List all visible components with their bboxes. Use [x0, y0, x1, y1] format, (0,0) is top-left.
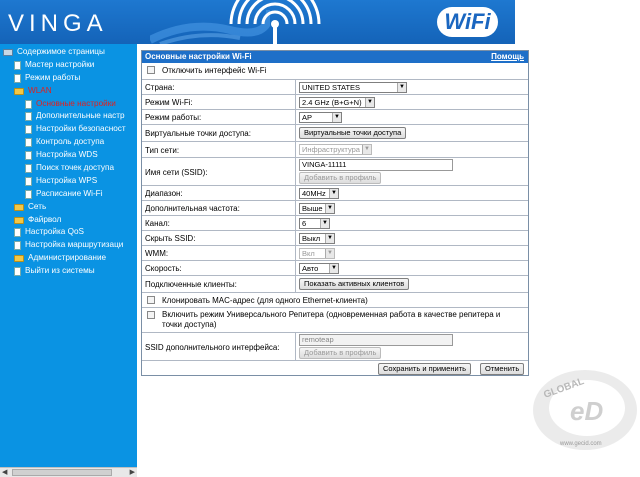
- chevron-down-icon: ▼: [320, 219, 329, 228]
- speed-label: Скорость:: [145, 264, 182, 273]
- page-icon: [25, 151, 32, 160]
- sidebar-item-1[interactable]: [0, 59, 137, 72]
- chevron-down-icon: ▼: [365, 98, 374, 107]
- sidebar-scrollbar[interactable]: [0, 467, 137, 477]
- work-mode-select[interactable]: AP ▼: [299, 112, 342, 123]
- sidebar-item-label: Содержимое страницы: [17, 47, 105, 56]
- panel-title: Основные настройки Wi-Fi: [145, 52, 252, 61]
- show-clients-button[interactable]: Показать активных клиентов: [299, 278, 409, 290]
- row-net-type: [142, 141, 528, 157]
- save-apply-button[interactable]: Сохранить и применить: [378, 363, 471, 375]
- sidebar-item-6[interactable]: [0, 123, 137, 136]
- hide-ssid-label: Скрыть SSID:: [145, 234, 196, 243]
- page-icon: [25, 190, 32, 199]
- sidebar-item-label: Поиск точек доступа: [36, 163, 115, 173]
- help-link[interactable]: Помощь: [491, 52, 524, 61]
- page-icon: [14, 74, 21, 83]
- tree-root-icon: [3, 49, 13, 56]
- row-country: [142, 79, 528, 94]
- row-ext-freq: [142, 200, 528, 215]
- sidebar-item-label: Контроль доступа: [36, 137, 105, 147]
- hide-ssid-select[interactable]: Выкл ▼: [299, 233, 335, 244]
- chevron-down-icon: ▼: [362, 145, 371, 154]
- watermark-url-text: www.gecid.com: [560, 441, 602, 447]
- scrollbar-thumb[interactable]: [12, 469, 112, 476]
- chevron-down-icon: ▼: [329, 264, 338, 273]
- clone-mac-checkbox[interactable]: [147, 296, 155, 304]
- band-select[interactable]: 40MHz ▼: [299, 188, 339, 199]
- scroll-right-icon[interactable]: ▶: [129, 469, 135, 476]
- header-banner: [0, 0, 515, 44]
- sidebar-item-label: Администрирование: [28, 253, 107, 263]
- sidebar-item-label: Дополнительные настр: [36, 111, 125, 121]
- sidebar-item-13[interactable]: [0, 214, 137, 227]
- country-label: Страна:: [145, 83, 175, 92]
- chevron-down-icon: ▼: [397, 83, 406, 92]
- wifi-logo: WiFi: [437, 7, 498, 37]
- row-actions: [142, 360, 528, 376]
- row-clone-mac: [142, 292, 528, 307]
- row-wmm: [142, 245, 528, 260]
- wmm-label: WMM:: [145, 249, 169, 258]
- sidebar-item-label: Основные настройки: [36, 98, 116, 108]
- sidebar-item-label: Выйти из системы: [25, 266, 95, 276]
- page-icon: [14, 267, 21, 276]
- page-icon: [25, 177, 32, 186]
- sidebar-item-label: WLAN: [28, 85, 52, 95]
- speed-select[interactable]: Авто ▼: [299, 263, 339, 274]
- folder-icon: [14, 217, 24, 224]
- chevron-down-icon: ▼: [332, 113, 341, 122]
- row-repeater: [142, 307, 528, 332]
- net-type-label: Тип сети:: [145, 146, 180, 155]
- wifi-mode-label: Режим Wi-Fi:: [145, 98, 193, 107]
- add-profile-button-2[interactable]: Добавить в профиль: [299, 347, 381, 359]
- watermark-global-text: GLOBAL: [542, 376, 586, 401]
- row-speed: [142, 260, 528, 275]
- header-right-blank: [515, 0, 640, 44]
- clone-mac-label: Клонировать MAC-адрес (для одного Ethernet-клиента): [162, 296, 368, 305]
- row-clients: [142, 275, 528, 292]
- sidebar-item-14[interactable]: [0, 226, 137, 239]
- net-type-select[interactable]: Инфраструктура ▼: [299, 144, 372, 155]
- wmm-select[interactable]: Вкл ▼: [299, 248, 335, 259]
- work-mode-label: Режим работы:: [145, 113, 202, 122]
- disable-wifi-checkbox[interactable]: [147, 66, 155, 74]
- page-icon: [25, 112, 32, 121]
- wifi-mode-select[interactable]: 2.4 GHz (B+G+N) ▼: [299, 97, 375, 108]
- sidebar-item-label: Настройка WPS: [36, 175, 98, 185]
- page-icon: [14, 241, 21, 250]
- row-wifi-mode: [142, 94, 528, 109]
- page-icon: [25, 100, 32, 109]
- folder-icon: [14, 88, 24, 95]
- repeater-checkbox[interactable]: [147, 311, 155, 319]
- sidebar-item-11[interactable]: [0, 188, 137, 201]
- page-icon: [25, 138, 32, 147]
- virtual-ap-button[interactable]: Виртуальные точки доступа: [299, 127, 406, 139]
- folder-icon: [14, 204, 24, 211]
- svg-text:eD: eD: [570, 396, 604, 426]
- row-disable-wifi: [142, 63, 528, 78]
- sidebar-item-15[interactable]: [0, 239, 137, 252]
- channel-select[interactable]: 6 ▼: [299, 218, 330, 229]
- repeater-label: Включить режим Универсального Репитера (одновременная работа в качестве репитера и точки доступа): [162, 310, 501, 329]
- page-icon: [25, 164, 32, 173]
- row-channel: [142, 215, 528, 230]
- sidebar-item-label: Настройка маршрутизаци: [25, 240, 124, 250]
- chevron-down-icon: ▼: [325, 204, 334, 213]
- disable-wifi-label: Отключить интерфейс Wi-Fi: [162, 66, 267, 75]
- sidebar-item-0[interactable]: [0, 46, 137, 59]
- ext-freq-select[interactable]: Выше ▼: [299, 203, 335, 214]
- chevron-down-icon: ▼: [329, 189, 338, 198]
- sidebar-item-label: Режим работы: [25, 72, 81, 82]
- sidebar-item-label: Мастер настройки: [25, 59, 95, 69]
- folder-icon: [14, 255, 24, 262]
- sidebar-item-5[interactable]: [0, 110, 137, 123]
- sidebar-item-16[interactable]: [0, 252, 137, 265]
- sidebar-item-12[interactable]: [0, 201, 137, 214]
- vinga-logo: VINGA: [8, 10, 108, 37]
- wireless-waves-icon: [215, 0, 335, 44]
- row-band: [142, 185, 528, 200]
- sidebar-item-17[interactable]: [0, 265, 137, 278]
- panel-header: [142, 51, 528, 63]
- sidebar-nav: [0, 44, 137, 477]
- country-select[interactable]: UNITED STATES ▼: [299, 82, 407, 93]
- gecid-watermark: [515, 360, 640, 460]
- sidebar-item-label: Сеть: [28, 201, 47, 211]
- row-ext-ssid: [142, 332, 528, 360]
- sidebar-item-label: Расписание Wi-Fi: [36, 188, 103, 198]
- sidebar-item-7[interactable]: [0, 136, 137, 149]
- row-work-mode: [142, 109, 528, 124]
- clients-label: Подключенные клиенты:: [145, 280, 237, 289]
- chevron-down-icon: ▼: [325, 234, 334, 243]
- virtual-ap-label: Виртуальные точки доступа:: [145, 129, 251, 138]
- ext-freq-label: Дополнительная частота:: [145, 204, 240, 213]
- page-icon: [14, 61, 21, 70]
- sidebar-item-8[interactable]: [0, 149, 137, 162]
- sidebar-item-3[interactable]: [0, 85, 137, 98]
- ssid-label: Имя сети (SSID):: [145, 168, 208, 177]
- sidebar-item-label: Настройка WDS: [36, 150, 98, 160]
- row-virtual-ap: [142, 124, 528, 141]
- page-icon: [14, 228, 21, 237]
- wifi-settings-panel: [141, 50, 529, 376]
- chevron-down-icon: ▼: [325, 249, 334, 258]
- ext-ssid-label: SSID дополнительного интерфейса:: [145, 343, 280, 352]
- sidebar-item-9[interactable]: [0, 162, 137, 175]
- sidebar-item-2[interactable]: [0, 72, 137, 85]
- sidebar-item-10[interactable]: [0, 175, 137, 188]
- row-hide-ssid: [142, 230, 528, 245]
- band-label: Диапазон:: [145, 189, 183, 198]
- page-icon: [25, 125, 32, 134]
- add-profile-button[interactable]: Добавить в профиль: [299, 172, 381, 184]
- channel-label: Канал:: [145, 219, 170, 228]
- ext-ssid-input[interactable]: remoteap: [299, 334, 453, 346]
- sidebar-item-label: Файрвол: [28, 214, 62, 224]
- sidebar-item-label: Настройка QoS: [25, 227, 84, 237]
- sidebar-item-4[interactable]: [0, 98, 137, 111]
- row-ssid: [142, 157, 528, 185]
- scroll-left-icon[interactable]: ◀: [2, 469, 8, 476]
- ssid-input[interactable]: VINGA-11111: [299, 159, 453, 171]
- cancel-button[interactable]: Отменить: [480, 363, 524, 375]
- sidebar-item-label: Настройки безопасност: [36, 124, 126, 134]
